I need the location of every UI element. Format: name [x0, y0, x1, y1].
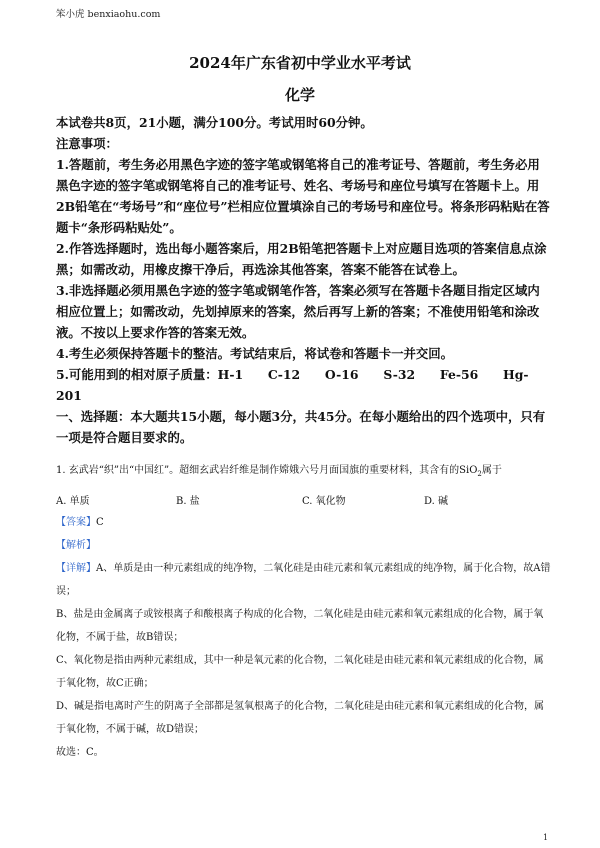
question-stem-end: 属于 [481, 465, 502, 476]
analysis-line [56, 534, 552, 557]
option-d: D. 碱 [424, 496, 449, 507]
question-stem-subscript: 2 [477, 470, 482, 478]
exam-intro [56, 112, 552, 448]
answer-value: C [96, 517, 104, 528]
explanation-d: D、碱是指电离时产生的阴离子全部都是氢氧根离子的化合物，二氧化硅是由硅元素和氧元素组成的化合物，属于氧化物，不属于碱，故D错误； [56, 701, 545, 735]
explanation-b: B、盐是由金属离子或铵根离子和酸根离子构成的化合物，二氧化硅是由硅元素和氧元素组成的化合物，属于氧化物，不属于盐，故B错误； [56, 609, 544, 643]
explanation-a: 【详解】A、单质是由一种元素组成的纯净物，二氧化硅是由硅元素和氧元素组成的纯净物，属于化合物，故A错误； [56, 563, 551, 597]
page-number: 1 [543, 833, 549, 842]
exam-title: 2024年广东省初中学业水平考试 [189, 54, 411, 72]
notice-item-3: 3.非选择题必须用黑色字迹的签字笔或钢笔作答，答案必须写在答题卡各题目指定区域内相应位置上；如需改动，先划掉原来的答案，然后再写上新的答案；不准使用铅笔和涂改液。不按以上要求作答的答案无效。 [56, 283, 540, 340]
section-one-heading: 一、选择题：本大题共15小题，每小题3分，共45分。在每小题给出的四个选项中，只有一项是符合题目要求的。 [56, 409, 546, 445]
analysis-tag: 【解析】 [56, 540, 96, 551]
exam-subject: 化学 [284, 86, 315, 104]
notice-item-1: 1.答题前，考生务必用黑色字迹的签字笔或钢笔将自己的准考证号、答题前，考生务必用黑色字迹的签字笔或钢笔将自己的准考证号、姓名、考场号和座位号填写在答题卡上。用2B铅笔在“考场号”和“座位号”栏相应位置填涂自己的考场号和座位号。将条形码粘贴在答题卡“条形码粘贴处”。 [56, 157, 550, 235]
question-stem-text: 1. 玄武岩“织”出“中国红”。超细玄武岩纤维是制作嫦娥六号月面国旗的重要材料，其含有的SiO [56, 465, 478, 476]
option-c: C. 氧化物 [302, 496, 346, 507]
conclusion: 故选：C。 [56, 747, 104, 758]
notice-item-4: 4.考生必须保持答题卡的整洁。考试结束后，将试卷和答题卡一并交回。 [56, 346, 454, 361]
question-1-stem [56, 460, 552, 485]
answer-line [56, 511, 552, 534]
header-source: 笨小虎 benxiaohu.com [56, 9, 161, 20]
notice-title: 注意事项： [56, 136, 118, 151]
notice-item-2: 2.作答选择题时，选出每小题答案后，用2B铅笔把答题卡上对应题目选项的答案信息点涂黑；如需改动，用橡皮擦干净后，再选涂其他答案，答案不能答在试卷上。 [56, 241, 547, 277]
question-1-options [56, 492, 552, 512]
answer-tag: 【答案】 [56, 517, 96, 528]
solution-section [56, 511, 552, 764]
explanation-c: C、氧化物是指由两种元素组成，其中一种是氧元素的化合物，二氧化硅是由硅元素和氧元素组成的化合物，属于氧化物，故C正确； [56, 655, 544, 689]
detail-tag: 【详解】 [56, 563, 96, 574]
intro-text: 本试卷共8页，21小题，满分100分。考试用时60分钟。 [56, 115, 373, 130]
notice-item-5: 5.可能用到的相对原子质量：H-1 C-12 O-16 S-32 Fe-56 Hg-201 [56, 367, 529, 403]
option-b: B. 盐 [176, 496, 200, 507]
option-a: A. 单质 [56, 496, 90, 507]
